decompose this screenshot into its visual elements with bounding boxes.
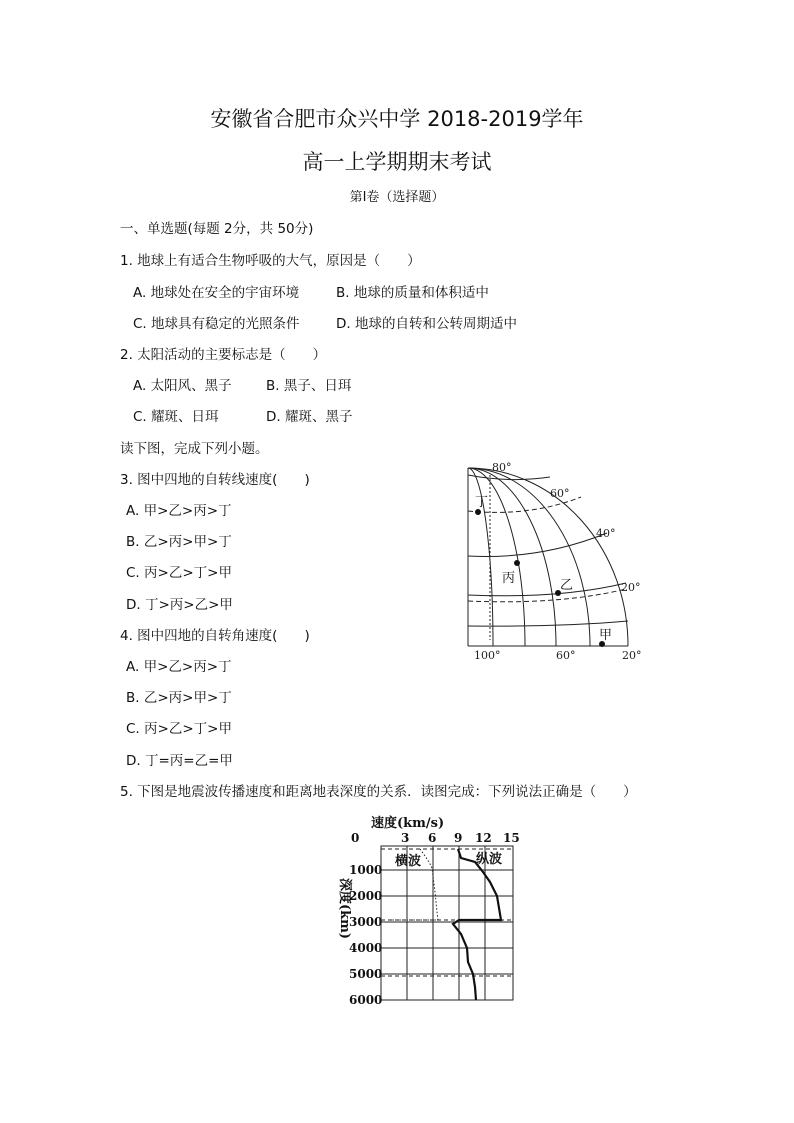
q1-option-b: B. 地球的质量和体积适中	[336, 285, 489, 301]
q3-option-d: D. 丁>丙>乙>甲	[126, 597, 233, 613]
x-tick-12: 12	[475, 831, 492, 845]
q3-option-c: C. 丙>乙>丁>甲	[126, 565, 232, 581]
y-tick-5000: 5000	[349, 967, 383, 981]
y-tick-1000: 1000	[349, 863, 383, 877]
q5-stem: 5. 下图是地震波传播速度和距离地表深度的关系．读图完成：下列说法正确是（ ）	[120, 784, 637, 800]
x-tick-0: 0	[351, 831, 360, 845]
q1-option-a: A. 地球处在安全的宇宙环境	[133, 285, 300, 301]
label-jia: 甲	[599, 628, 613, 643]
y-tick-3000: 3000	[349, 915, 383, 929]
section-heading: 一、单选题(每题 2分，共 50分)	[120, 221, 314, 237]
q1-option-d: D. 地球的自转和公转周期适中	[336, 316, 517, 332]
x-axis-title: 速度(km/s)	[371, 816, 445, 831]
q3-stem: 3. 图中四地的自转线速度( )	[120, 472, 310, 488]
q2-option-a: A. 太阳风、黑子	[133, 378, 232, 394]
label-lat-40: 40°	[596, 527, 616, 540]
outer-arc-20-lon	[468, 468, 628, 646]
label-lon-60: 60°	[556, 649, 576, 662]
label-yi: 乙	[560, 578, 574, 593]
label-lon-100: 100°	[474, 649, 501, 662]
x-tick-15: 15	[503, 831, 520, 845]
y-tick-6000: 6000	[349, 993, 383, 1007]
label-lat-60: 60°	[550, 487, 570, 500]
lat-lon-grid-figure	[440, 455, 660, 670]
p-wave-label: 纵波	[476, 852, 503, 867]
x-tick-3: 3	[401, 831, 410, 845]
label-lat-80: 80°	[492, 461, 512, 474]
p-wave-curve	[453, 849, 501, 1000]
q2-option-d: D. 耀斑、黑子	[266, 409, 353, 425]
q1-stem: 1. 地球上有适合生物呼吸的大气，原因是（ ）	[120, 253, 421, 269]
volume-label: 第Ⅰ卷（选择题）	[349, 190, 445, 205]
q1-option-c: C. 地球具有稳定的光照条件	[133, 316, 300, 332]
q4-option-d: D. 丁=丙=乙=甲	[126, 753, 233, 769]
q4-option-a: A. 甲>乙>丙>丁	[126, 659, 232, 675]
q4-option-c: C. 丙>乙>丁>甲	[126, 721, 232, 737]
s-wave-label: 横波	[395, 854, 422, 869]
label-bing: 丙	[502, 571, 516, 586]
q2-option-b: B. 黑子、日珥	[266, 378, 352, 394]
q4-option-b: B. 乙>丙>甲>丁	[126, 690, 232, 706]
q2-stem: 2. 太阳活动的主要标志是（ ）	[120, 347, 327, 363]
label-lat-20: 20°	[621, 581, 641, 594]
reading-intro: 读下图，完成下列小题。	[120, 441, 269, 457]
label-ding: 丁	[475, 495, 489, 510]
x-tick-9: 9	[454, 831, 463, 845]
q4-stem: 4. 图中四地的自转角速度( )	[120, 628, 310, 644]
parallel-10	[468, 621, 628, 626]
q2-option-c: C. 耀斑、日珥	[133, 409, 219, 425]
y-axis-title: 深度(km)	[337, 878, 352, 940]
plot-frame	[381, 846, 513, 1000]
q3-option-b: B. 乙>丙>甲>丁	[126, 534, 232, 550]
y-tick-4000: 4000	[349, 941, 383, 955]
point-bing	[514, 560, 520, 566]
q3-option-a: A. 甲>乙>丙>丁	[126, 503, 232, 519]
seismic-wave-figure	[325, 812, 525, 1012]
exam-subtitle: 高一上学期期末考试	[302, 150, 492, 174]
label-lon-20: 20°	[622, 649, 642, 662]
x-tick-6: 6	[428, 831, 437, 845]
exam-title: 安徽省合肥市众兴中学 2018-2019学年	[210, 107, 584, 131]
y-tick-2000: 2000	[349, 889, 383, 903]
